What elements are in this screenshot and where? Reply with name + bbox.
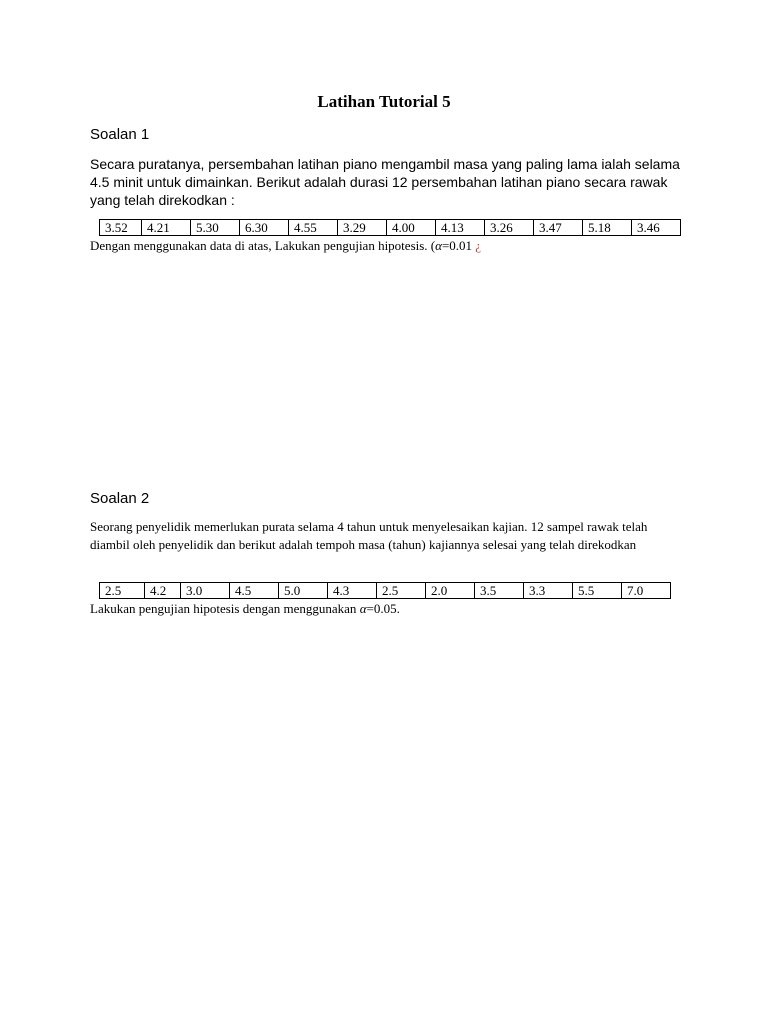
page-title: Latihan Tutorial 5 <box>317 92 451 111</box>
data-cell: 3.26 <box>485 220 534 236</box>
data-cell: 4.55 <box>289 220 338 236</box>
data-cell: 3.52 <box>100 220 142 236</box>
question-2-paragraph: Seorang penyelidik memerlukan purata selama 4 tahun untuk menyelesaikan kajian. 12 sampel rawak telah diambil oleh penyelidik dan berikut adalah tempoh masa (tahun) kajiannya selesai yang telah direkodkan <box>90 519 648 552</box>
data-cell: 4.5 <box>230 583 279 599</box>
table-row <box>100 583 671 599</box>
question-2-heading: Soalan 2 <box>90 490 150 507</box>
data-cell: 5.18 <box>583 220 632 236</box>
data-cell: 3.46 <box>632 220 681 236</box>
data-cell: 5.30 <box>191 220 240 236</box>
data-cell: 4.3 <box>328 583 377 599</box>
data-cell: 4.2 <box>145 583 181 599</box>
data-cell: 3.29 <box>338 220 387 236</box>
data-cell: 5.0 <box>279 583 328 599</box>
question-1-data-table <box>99 219 681 236</box>
data-cell: 4.13 <box>436 220 485 236</box>
data-cell: 4.21 <box>142 220 191 236</box>
question-1-heading: Soalan 1 <box>90 126 150 143</box>
instruction-text: Lakukan pengujian hipotesis dengan menggunakan <box>90 601 360 616</box>
data-cell: 3.0 <box>181 583 230 599</box>
table-row <box>100 220 681 236</box>
data-cell: 3.47 <box>534 220 583 236</box>
question-2-data-table <box>99 582 671 599</box>
question-1-paragraph: Secara puratanya, persembahan latihan piano mengambil masa yang paling lama ialah selama 4.5 minit untuk dimainkan. Berikut adalah durasi 12 persembahan latihan piano secara rawak yang telah direkodkan : <box>90 156 680 208</box>
data-cell: 3.5 <box>475 583 524 599</box>
data-cell: 2.0 <box>426 583 475 599</box>
instruction-text: Dengan menggunakan data di atas, Lakukan pengujian hipotesis. ( <box>90 238 436 253</box>
alpha-value: =0.01 <box>441 238 473 253</box>
stray-character: ¿ <box>475 238 482 253</box>
question-1-instruction <box>90 237 670 255</box>
alpha-value: =0.05. <box>366 601 400 616</box>
data-cell: 3.3 <box>524 583 573 599</box>
data-cell: 2.5 <box>100 583 145 599</box>
alpha-symbol: α <box>359 601 367 616</box>
alpha-symbol: α <box>435 238 442 253</box>
data-cell: 4.00 <box>387 220 436 236</box>
data-cell: 5.5 <box>573 583 622 599</box>
data-cell: 7.0 <box>622 583 671 599</box>
data-cell: 6.30 <box>240 220 289 236</box>
question-2-instruction <box>90 600 670 618</box>
data-cell: 2.5 <box>377 583 426 599</box>
